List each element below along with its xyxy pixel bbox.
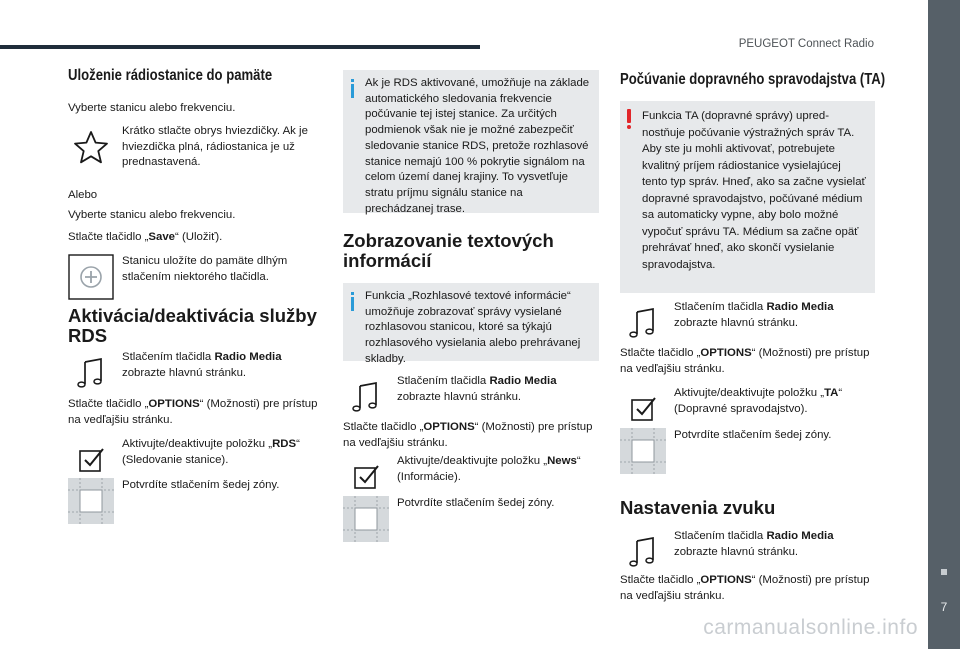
checkbox-tick-icon[interactable] xyxy=(343,454,389,500)
save-label: Save xyxy=(148,231,176,243)
radio-media-label: Radio Media xyxy=(214,351,282,363)
radio-media-label: Radio Media xyxy=(489,375,557,387)
note-text: Funkcia „Rozhlasové textové informácie“ umožňuje zobrazovať správy vysielané rozhlasovou stanicou, ktoré sa týkajú rozhlasového vysielania alebo prehrávanej skladby. xyxy=(365,290,581,365)
watermark: carmanualsonline.info xyxy=(703,616,918,640)
paragraph-or: Alebo xyxy=(68,189,98,201)
info-note-radiotext xyxy=(343,283,599,365)
step-text: Aktivujte/deaktivujte položku „TA“ (Dopravné spravodajstvo). xyxy=(674,387,843,415)
step-text: Stlačením tlačidla Radio Media zobrazte hlavnú stránku. xyxy=(122,351,282,379)
options-label: OPTIONS xyxy=(423,421,475,433)
heading-sound-settings: Nastavenia zvuku xyxy=(620,497,776,518)
grey-zone-icon[interactable] xyxy=(343,496,389,542)
step-text: Stlačením tlačidla Radio Media zobrazte hlavnú stránku. xyxy=(674,530,834,558)
music-note-icon[interactable] xyxy=(68,350,114,396)
options-label: OPTIONS xyxy=(700,347,752,359)
ta-label: TA xyxy=(824,387,839,399)
checkbox-tick-icon[interactable] xyxy=(620,386,666,432)
top-rule xyxy=(0,45,480,49)
step-text: Stlačením tlačidla Radio Media zobrazte hlavnú stránku. xyxy=(674,301,834,329)
heading-traffic-announcements: Počúvanie dopravného spravodajstva (TA) xyxy=(620,71,886,88)
step-text: Aktivujte/deaktivujte položku „News“ (Informácie). xyxy=(397,455,581,483)
step-text: Potvrdíte stlačením šedej zóny. xyxy=(674,429,832,441)
note-text: Funkcia TA (dopravné správy) uprednostňuje počúvanie výstražných správ TA. Aby ste ju mohli aktivovať, potrebujete kvalitný príjem rádiostanice vysielajúcej tento typ správ. Hneď, ako sa začne vysielať dopravné spravodajstvo, počúvané médium sa automaticky vypne, aby bolo možné vypočuť správu TA. Médium sa začne opäť prehrávať hneď, ako skončí vysielanie spravodajstva. xyxy=(642,110,866,271)
news-label: News xyxy=(547,455,577,467)
info-note-rds xyxy=(343,70,599,213)
checkbox-tick-icon[interactable] xyxy=(68,437,114,483)
paragraph-options: Stlačte tlačidlo „OPTIONS“ (Možnosti) pre prístup na vedľajšiu stránku. xyxy=(620,347,870,375)
step-text: Aktivujte/deaktivujte položku „RDS“ (Sledovanie stanice). xyxy=(122,438,300,466)
paragraph-options: Stlačte tlačidlo „OPTIONS“ (Možnosti) pre prístup na vedľajšiu stránku. xyxy=(620,574,870,602)
page-number: 7 xyxy=(940,600,948,614)
warning-icon xyxy=(626,109,632,129)
music-note-icon[interactable] xyxy=(620,300,666,346)
radio-media-label: Radio Media xyxy=(766,530,834,542)
paragraph-options: Stlačte tlačidlo „OPTIONS“ (Možnosti) pre prístup na vedľajšiu stránku. xyxy=(343,421,593,449)
options-label: OPTIONS xyxy=(700,574,752,586)
heading-save-station: Uloženie rádiostanice do pamäte xyxy=(68,67,273,84)
page-edge-strip xyxy=(928,0,960,649)
page-marker xyxy=(941,569,947,575)
step-text: Stanicu uložíte do pamäte dlhým stlačením niektorého tlačidla. xyxy=(122,255,288,283)
info-icon xyxy=(351,292,354,311)
step-text: Potvrdíte stlačením šedej zóny. xyxy=(122,479,280,491)
music-note-icon[interactable] xyxy=(343,374,389,420)
rds-label: RDS xyxy=(272,438,297,450)
warning-note-ta xyxy=(620,101,875,293)
radio-media-label: Radio Media xyxy=(766,301,834,313)
heading-text-info: Zobrazovanie textových informácií xyxy=(343,230,554,272)
grey-zone-icon[interactable] xyxy=(620,428,666,474)
heading-rds: Aktivácia/deaktivácia služby RDS xyxy=(68,305,317,347)
paragraph: Vyberte stanicu alebo frekvenciu. xyxy=(68,209,236,221)
info-icon xyxy=(351,79,354,98)
star-outline-icon[interactable] xyxy=(68,124,114,170)
plus-box-icon[interactable] xyxy=(68,254,114,300)
grey-zone-icon[interactable] xyxy=(68,478,114,524)
paragraph: Vyberte stanicu alebo frekvenciu. xyxy=(68,102,236,114)
step-text: Krátko stlačte obrys hviezdičky. Ak je hviezdička plná, rádiostanica je už prednastavená. xyxy=(122,125,308,169)
options-label: OPTIONS xyxy=(148,398,200,410)
paragraph-save: Stlačte tlačidlo „Save“ (Uložiť). xyxy=(68,231,223,243)
step-text: Potvrdíte stlačením šedej zóny. xyxy=(397,497,555,509)
music-note-icon[interactable] xyxy=(620,529,666,575)
note-text: Ak je RDS aktivované, umožňuje na základe automatického sledovania frekvencie počúvanie tej istej stanice. Za určitých podmienok však nie je možné zabezpečiť sledovanie stanice RDS, pretože rozhlasové stanice nemajú 100 % pokrytie signálom na celom území danej krajiny. To vysvetľuje stratu príjmu signálu stanice na prechádzanej trase. xyxy=(365,77,590,215)
paragraph-options: Stlačte tlačidlo „OPTIONS“ (Možnosti) pre prístup na vedľajšiu stránku. xyxy=(68,398,318,426)
step-text: Stlačením tlačidla Radio Media zobrazte hlavnú stránku. xyxy=(397,375,557,403)
section-brand: PEUGEOT Connect Radio xyxy=(738,38,874,50)
